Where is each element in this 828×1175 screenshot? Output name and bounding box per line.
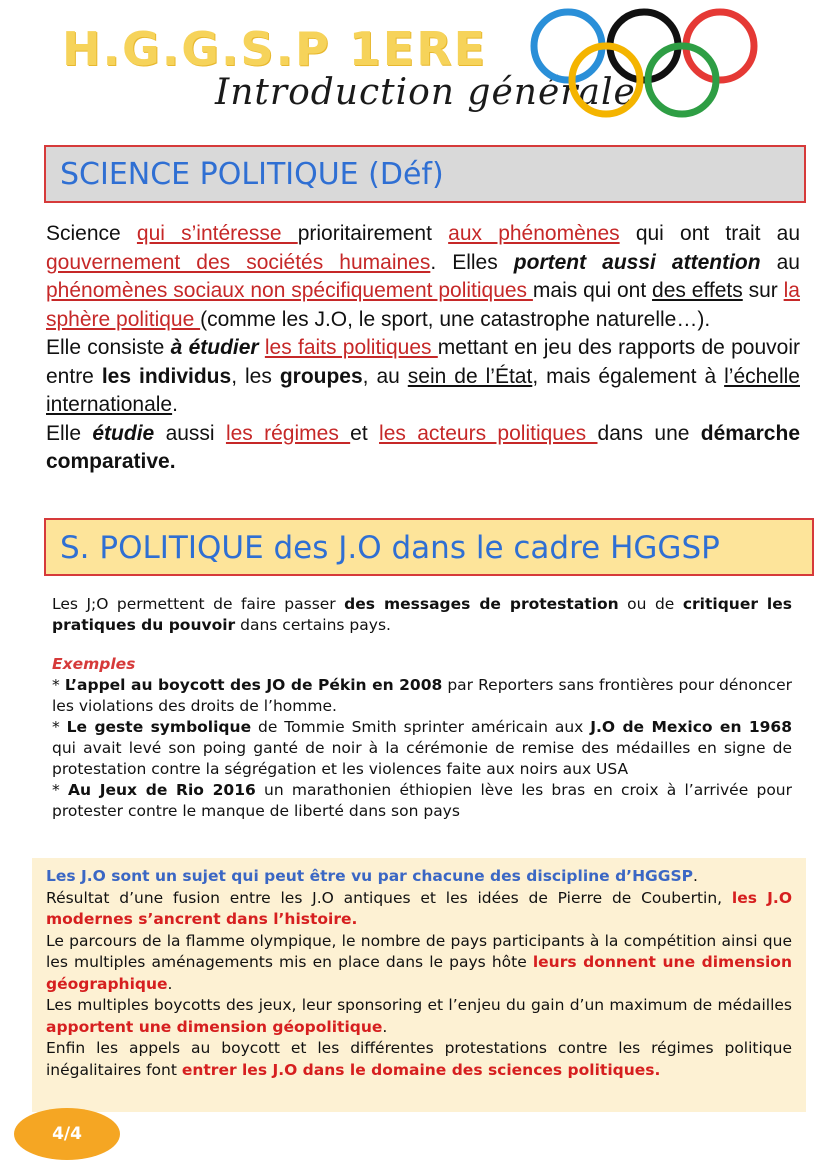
summary-line-1 <box>46 866 792 888</box>
text: mettant en jeu des rapports de pouvoir entre <box>46 336 800 388</box>
definition-paragraph-3 <box>46 420 800 477</box>
text: Elle <box>46 421 93 445</box>
document-subtitle: Introduction générale <box>215 72 636 113</box>
highlight: les régimes <box>225 421 351 445</box>
highlight: les faits politiques <box>264 336 438 359</box>
text: Résultat d’une fusion entre les J.O antiques et les idées de Pierre de Coubertin, <box>46 888 732 907</box>
text: par Reporters sans frontières pour dénoncer les violations des droits de l’homme. <box>52 676 792 715</box>
text: qui ont trait au <box>619 222 800 245</box>
bullet: * <box>52 676 65 694</box>
emphasis: portent aussi attention <box>513 250 761 274</box>
emphasis: à étudier <box>170 336 259 359</box>
example-mexico <box>52 717 792 780</box>
highlight: Les J.O sont un sujet qui peut être vu par chacune des discipline d’HGGSP <box>46 867 694 885</box>
text: prioritairement <box>297 222 449 245</box>
text: au <box>760 250 800 274</box>
highlight: apportent une dimension géopolitique <box>46 1017 383 1036</box>
highlight: les acteurs politiques <box>379 421 598 445</box>
highlight: phénomènes sociaux non spécifiquement politiques <box>46 279 533 302</box>
text: . <box>382 1017 388 1036</box>
text: , au <box>362 364 408 388</box>
summary-line-2 <box>46 888 792 931</box>
emphasis: L’appel au boycott des JO de Pékin en 2008 <box>64 676 443 694</box>
text: , les <box>231 364 280 388</box>
text: . <box>167 974 173 993</box>
text: . <box>172 393 178 416</box>
text: de Tommie Smith sprinter américain aux <box>251 718 591 736</box>
text: Enfin les appels au boycott et les différentes protestations contre les régimes politique inégalitaires font <box>46 1039 792 1079</box>
text: Science <box>46 222 137 245</box>
emphasis: Au Jeux de Rio 2016 <box>67 781 256 799</box>
emphasis: critiquer les pratiques du pouvoir <box>52 595 792 634</box>
example-beijing <box>52 675 792 717</box>
text: Le parcours de la flamme olympique, le nombre de pays participants à la compétition ainsi que les multiples aménagements mis en place dans le pays hôte <box>46 931 792 971</box>
emphasis: Le geste symbolique <box>66 718 252 736</box>
definition-paragraph-2 <box>46 334 800 420</box>
summary-line-5 <box>46 1038 792 1081</box>
definition-paragraph-1 <box>46 220 800 334</box>
text: aussi <box>154 421 226 445</box>
text: Les J;O permettent de faire passer <box>52 595 345 613</box>
text: , mais également à <box>532 364 725 388</box>
emphasis: des messages de protestation <box>344 595 619 613</box>
text: sur <box>742 279 784 302</box>
highlight: leurs donnent une dimension géographique <box>46 953 792 993</box>
summary-box <box>32 858 806 1112</box>
underlined-term: sein de l’État <box>407 364 533 388</box>
text: . Elles <box>430 250 514 274</box>
text: et <box>350 421 380 445</box>
text: un marathonien éthiopien lève les bras en croix à l’arrivée pour protester contre le manque de liberté dans son pays <box>52 781 792 820</box>
text: Les multiples boycotts des jeux, leur sponsoring et l’enjeu du gain d’un maximum de médailles <box>46 996 792 1014</box>
examples-label: Exemples <box>52 655 136 673</box>
highlight: qui s’intéresse <box>136 222 298 245</box>
definition-text <box>46 220 800 477</box>
emphasis: démarche comparative. <box>46 421 800 473</box>
text: dans certains pays. <box>235 616 391 634</box>
text: Elle consiste <box>46 336 171 359</box>
text: (comme les J.O, le sport, une catastrophe naturelle…). <box>200 307 711 331</box>
emphasis: J.O de Mexico en 1968 <box>590 718 793 736</box>
emphasis: les individus <box>101 364 232 388</box>
text: qui avait levé son poing ganté de noir à la cérémonie de remise des médailles en signe de protestation contre la ségrégation et les violences faite aux noirs aux USA <box>52 739 792 778</box>
highlight: la sphère politique <box>46 279 800 331</box>
example-rio <box>52 780 792 822</box>
text: ou de <box>618 595 683 613</box>
underlined-term: des effets <box>652 279 743 302</box>
document-title: H.G.G.S.P 1ERE <box>62 22 488 76</box>
underlined-term: l’échelle internationale <box>46 364 800 416</box>
text: . <box>693 867 698 885</box>
highlight: les J.O modernes s’ancrent dans l’histoire. <box>46 888 792 928</box>
highlight: entrer les J.O dans le domaine des sciences politiques. <box>181 1060 661 1079</box>
emphasis: étudie <box>92 421 155 445</box>
section-title-science-politique: SCIENCE POLITIQUE (Déf) <box>44 145 806 203</box>
section-title-politique-jo: S. POLITIQUE des J.O dans le cadre HGGSP <box>44 518 814 576</box>
bullet: * <box>52 781 68 799</box>
page-number-badge: 4/4 <box>14 1108 120 1160</box>
protest-intro <box>52 594 792 636</box>
text: mais qui ont <box>532 279 653 302</box>
emphasis: groupes <box>279 364 363 388</box>
highlight: aux phénomènes <box>448 222 620 245</box>
bullet: * <box>52 718 67 736</box>
summary-line-3 <box>46 931 792 996</box>
text: dans une <box>597 421 701 445</box>
protest-section <box>52 594 792 822</box>
highlight: gouvernement des sociétés humaines <box>46 250 431 274</box>
olympic-rings-icon <box>528 6 760 118</box>
summary-line-4 <box>46 995 792 1038</box>
